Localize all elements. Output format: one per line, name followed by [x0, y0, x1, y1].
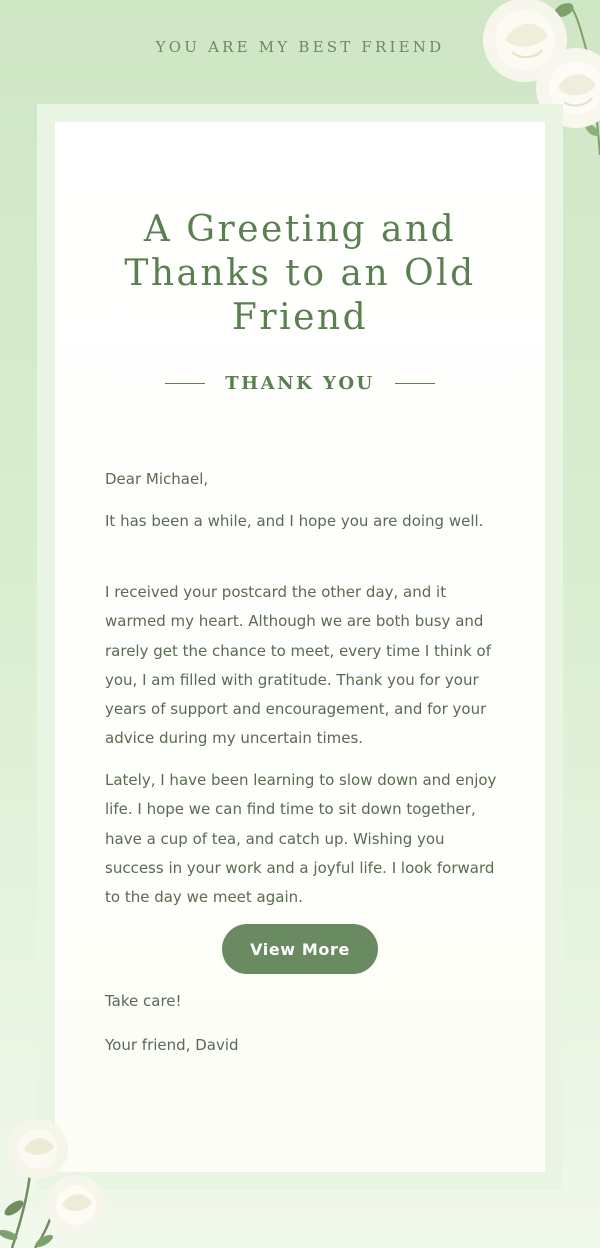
subtitle-row — [55, 370, 545, 396]
divider-right — [395, 383, 435, 384]
white-roses-bottom-left — [0, 1113, 115, 1248]
letter-paragraph-2: I received your postcard the other day, and it warmed my heart. Although we are both busy and rarely get the chance to meet, every time I think of you, I am filled with gratitude. Thank you for your years of support and encouragement, and for your advice during my uncertain times. — [105, 583, 492, 748]
title-line-3: Friend — [231, 297, 369, 338]
letter-greeting: Dear Michael, — [105, 470, 209, 488]
letter-closing: Take care! — [105, 992, 182, 1010]
eyebrow-tagline: YOU ARE MY BEST FRIEND — [155, 38, 445, 56]
divider-left — [165, 383, 205, 384]
letter-paragraph-1: It has been a while, and I hope you are doing well. — [105, 512, 484, 530]
letter-signature: Your friend, David — [105, 1036, 239, 1054]
title-line-2: Thanks to an Old — [124, 253, 476, 294]
page-title — [55, 208, 545, 340]
subtitle: THANK YOU — [225, 372, 375, 394]
view-more-button[interactable]: View More — [222, 924, 378, 974]
letter-paragraph-3: Lately, I have been learning to slow down and enjoy life. I hope we can find time to sit down together, have a cup of tea, and catch up. Wishing you success in your work and a joyful life. I look forward to the day we meet again. — [105, 771, 497, 907]
title-line-1: A Greeting and — [143, 209, 457, 250]
